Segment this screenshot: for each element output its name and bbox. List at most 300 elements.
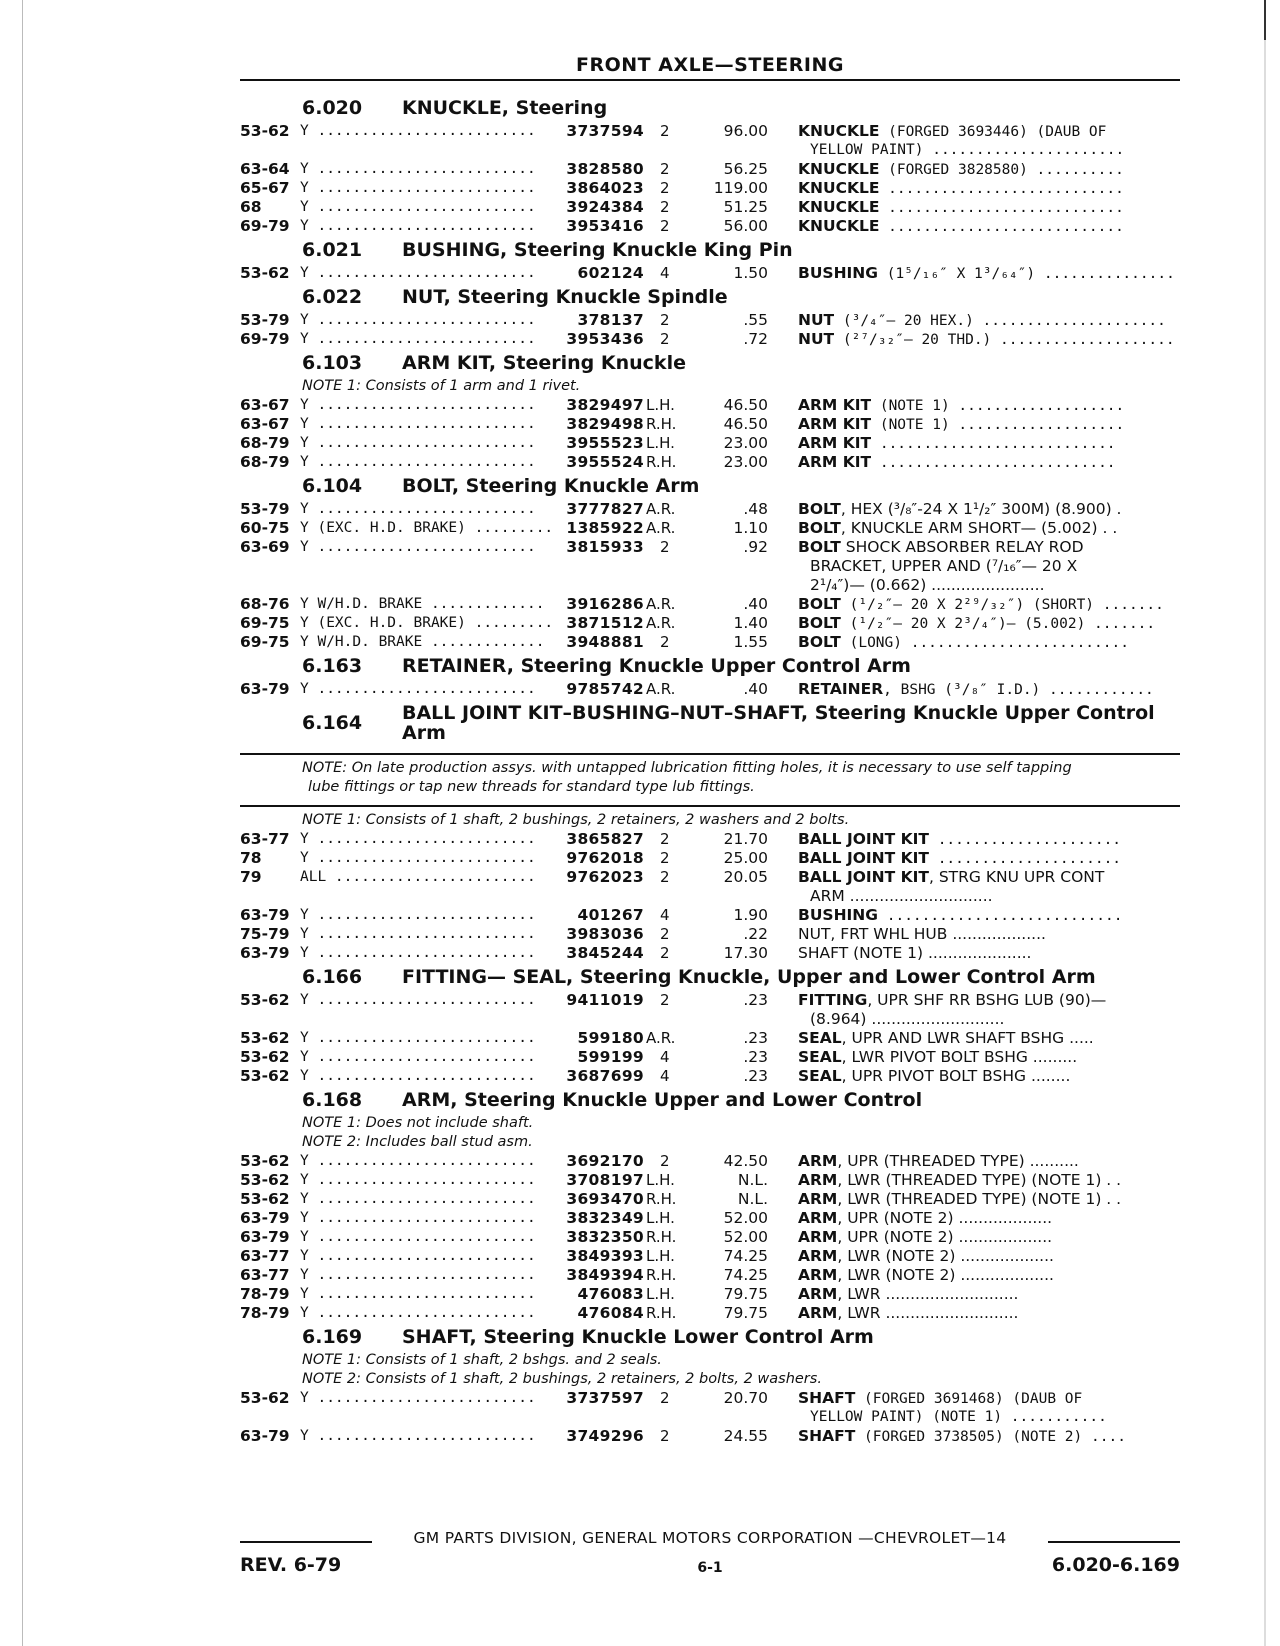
description-text: (FORGED 3828580) .......... [879, 162, 1124, 178]
description [798, 1048, 1180, 1068]
description [798, 849, 1180, 869]
model-years: 63-77 [240, 1247, 290, 1265]
model-years: 69-75 [240, 633, 290, 651]
part-row [240, 519, 1180, 538]
description-continuation [240, 887, 1180, 906]
part-row [240, 122, 1180, 141]
model-application: Y ......................... [300, 1286, 536, 1302]
section-number: 6.022 [302, 286, 363, 308]
description-text: (1⁵/₁₆″ X 1³/₆₄″) ............... [878, 266, 1175, 282]
description [798, 1427, 1180, 1447]
section-title: BOLT, Steering Knuckle Arm [402, 475, 700, 497]
description-keyword: BOLT [798, 614, 841, 632]
part-number: 3708197 [566, 1171, 644, 1189]
description-text: , LWR (NOTE 2) ................... [837, 1266, 1054, 1284]
description-keyword: ARM KIT [798, 434, 872, 452]
model-years: 63-79 [240, 1209, 290, 1227]
description-text: (NOTE 1) ................... [871, 417, 1125, 433]
description [798, 830, 1180, 850]
description-keyword: KNUCKLE [798, 160, 880, 178]
model-years: 69-79 [240, 330, 290, 348]
description-text: YELLOW PAINT) ...................... [810, 142, 1125, 158]
quantity: 2 [660, 1427, 670, 1445]
section-range: 6.020-6.169 [1051, 1554, 1180, 1576]
description-keyword: FITTING [798, 991, 868, 1009]
model-application: Y ......................... [300, 831, 536, 847]
price: 79.75 [723, 1285, 768, 1303]
description [798, 122, 1180, 142]
description-text: ..................... [928, 832, 1122, 848]
description [798, 179, 1180, 199]
description-keyword: BUSHING [798, 906, 878, 924]
description [798, 198, 1180, 218]
description-continuation [240, 1010, 1180, 1029]
description-text: ........................... [879, 219, 1124, 235]
description [798, 614, 1180, 634]
part-row [240, 1427, 1180, 1446]
quantity: R.H. [646, 453, 677, 471]
section-heading [240, 963, 1180, 991]
description-text: , UPR SHF RR BSHG LUB (90)— [867, 991, 1107, 1009]
part-number: 599180 [577, 1029, 644, 1047]
model-application: Y ......................... [300, 123, 536, 139]
part-number: 3829497 [566, 396, 644, 414]
quantity: 2 [660, 198, 670, 216]
quantity: R.H. [646, 1190, 677, 1208]
description-keyword: ARM [798, 1209, 838, 1227]
model-application: Y ......................... [300, 1428, 536, 1444]
model-years: 65-67 [240, 179, 290, 197]
part-number: 3749296 [566, 1427, 644, 1445]
description-text: BRACKET, UPPER AND (⁷/₁₆″— 20 X [810, 557, 1078, 575]
model-years: 63-77 [240, 1266, 290, 1284]
description-text: (LONG) ......................... [840, 635, 1129, 651]
model-application: Y W/H.D. BRAKE ............. [300, 634, 545, 650]
description-text: ........................... [871, 436, 1116, 452]
part-row [240, 415, 1180, 434]
price: .48 [743, 500, 768, 518]
model-application: Y ......................... [300, 907, 536, 923]
price: 96.00 [723, 122, 768, 140]
part-number: 9762018 [566, 849, 644, 867]
price: 25.00 [723, 849, 768, 867]
price: 74.25 [723, 1266, 768, 1284]
footer-rule-right [1048, 1541, 1180, 1543]
model-application: Y ......................... [300, 1049, 536, 1065]
model-years: 63-67 [240, 415, 290, 433]
model-years: 78-79 [240, 1285, 290, 1303]
part-row [240, 868, 1180, 887]
description [798, 311, 1180, 331]
description-keyword: BALL JOINT KIT [798, 868, 929, 886]
description [798, 906, 1180, 926]
general-note-line: lube fittings or tap new threads for standard type lub fittings. [308, 779, 755, 795]
model-years: 53-62 [240, 264, 290, 282]
quantity: 4 [660, 1067, 670, 1085]
quantity: A.R. [646, 500, 676, 518]
price: .40 [743, 595, 768, 613]
quantity: 2 [660, 330, 670, 348]
section-heading [240, 349, 1180, 377]
quantity: 2 [660, 849, 670, 867]
section-note: NOTE 2: Consists of 1 shaft, 2 bushings, 2 retainers, 2 bolts, 2 washers. [302, 1371, 822, 1387]
section-number: 6.021 [302, 239, 363, 261]
section-number: 6.168 [302, 1089, 363, 1111]
model-years: 75-79 [240, 925, 290, 943]
part-row [240, 925, 1180, 944]
description-keyword: ARM [798, 1152, 838, 1170]
section-number: 6.163 [302, 655, 363, 677]
description-continued [810, 1408, 1180, 1427]
part-row [240, 614, 1180, 633]
description [798, 595, 1180, 615]
model-application: Y ......................... [300, 850, 536, 866]
quantity: 2 [660, 311, 670, 329]
part-number: 401267 [577, 906, 644, 924]
part-number: 3832349 [566, 1209, 644, 1227]
model-years: 78 [240, 849, 262, 867]
part-number: 3849393 [566, 1247, 644, 1265]
model-years: 53-62 [240, 1029, 290, 1047]
description [798, 519, 1180, 539]
description [798, 1228, 1180, 1248]
part-number: 3955523 [566, 434, 644, 452]
section-heading [240, 94, 1180, 122]
description-text: , LWR ........................... [837, 1285, 1019, 1303]
section-6-163 [240, 652, 1180, 699]
parts-list [240, 94, 1180, 1446]
model-application: Y ......................... [300, 1191, 536, 1207]
part-row [240, 1209, 1180, 1228]
description-continued [810, 557, 1180, 577]
description-text: , LWR PIVOT BOLT BSHG ......... [841, 1048, 1078, 1066]
price: 1.40 [733, 614, 768, 632]
note-rule-bottom [240, 805, 1180, 807]
price: 119.00 [713, 179, 768, 197]
model-application: Y ......................... [300, 1390, 536, 1406]
description-keyword: ARM [798, 1285, 838, 1303]
description [798, 1067, 1180, 1087]
quantity: A.R. [646, 519, 676, 537]
page-title: FRONT AXLE—STEERING [576, 54, 844, 76]
section-6-164 [240, 699, 1180, 963]
part-row [240, 633, 1180, 652]
section-heading [240, 1086, 1180, 1114]
part-row [240, 944, 1180, 963]
part-row [240, 198, 1180, 217]
section-note: NOTE 1: Does not include shaft. [302, 1115, 534, 1131]
section-6-021 [240, 236, 1180, 283]
description [798, 415, 1180, 435]
description [798, 453, 1180, 473]
model-application: Y ......................... [300, 1172, 536, 1188]
quantity: 2 [660, 1389, 670, 1407]
price: .55 [743, 311, 768, 329]
description-text: ARM ............................. [810, 887, 993, 905]
description [798, 680, 1180, 700]
section-title: SHAFT, Steering Knuckle Lower Control Arm [402, 1326, 874, 1348]
part-row [240, 500, 1180, 519]
description [798, 633, 1180, 653]
model-years: 63-64 [240, 160, 290, 178]
price: 1.90 [733, 906, 768, 924]
part-number: 3924384 [566, 198, 644, 216]
part-number: 3737597 [566, 1389, 644, 1407]
description-keyword: SEAL [798, 1048, 842, 1066]
model-application: Y (EXC. H.D. BRAKE) ......... [300, 520, 554, 536]
description-keyword: SHAFT [798, 1427, 856, 1445]
description-text: , UPR (NOTE 2) ................... [837, 1209, 1053, 1227]
price: N.L. [737, 1190, 768, 1208]
model-application: Y ......................... [300, 397, 536, 413]
description [798, 1247, 1180, 1267]
price: .92 [743, 538, 768, 556]
part-row [240, 538, 1180, 557]
description-text: , LWR ........................... [837, 1304, 1019, 1322]
model-years: 69-75 [240, 614, 290, 632]
description-text: , UPR AND LWR SHAFT BSHG ..... [841, 1029, 1094, 1047]
description [798, 160, 1180, 180]
part-row [240, 991, 1180, 1010]
quantity: 2 [660, 925, 670, 943]
note-rule-top [240, 753, 1180, 755]
quantity: L.H. [646, 1171, 675, 1189]
description-keyword: BOLT [798, 519, 841, 537]
section-title: ARM, Steering Knuckle Upper and Lower Control [402, 1089, 923, 1111]
general-note [240, 759, 1180, 797]
model-application: Y ......................... [300, 199, 536, 215]
page-number: 6-1 [697, 1560, 723, 1576]
description-text: NUT, FRT WHL HUB ................... [798, 925, 1046, 943]
description-text: , KNUCKLE ARM SHORT— (5.002) . . [840, 519, 1118, 537]
model-application: Y ......................... [300, 416, 536, 432]
part-number: 3849394 [566, 1266, 644, 1284]
section-heading [240, 472, 1180, 500]
description-text: (³/₄″— 20 HEX.) ..................... [834, 313, 1166, 329]
part-number: 9762023 [566, 868, 644, 886]
part-number: 3693470 [566, 1190, 644, 1208]
section-6-103 [240, 349, 1180, 472]
quantity: R.H. [646, 1304, 677, 1322]
part-row [240, 1304, 1180, 1323]
part-row [240, 1266, 1180, 1285]
model-application: Y ......................... [300, 1153, 536, 1169]
description-text: (NOTE 1) ................... [871, 398, 1125, 414]
model-application: Y ......................... [300, 681, 536, 697]
quantity: L.H. [646, 1209, 675, 1227]
price: .23 [743, 1067, 768, 1085]
price: 56.25 [723, 160, 768, 178]
description-continued [810, 141, 1180, 160]
part-row [240, 434, 1180, 453]
quantity: R.H. [646, 1266, 677, 1284]
description-keyword: KNUCKLE [798, 217, 880, 235]
model-application: Y ......................... [300, 331, 536, 347]
section-6-022 [240, 283, 1180, 349]
model-application: Y ......................... [300, 1210, 536, 1226]
description-text: ........................... [878, 908, 1123, 924]
description-keyword: BALL JOINT KIT [798, 830, 929, 848]
quantity: A.R. [646, 614, 676, 632]
quantity: 4 [660, 1048, 670, 1066]
description [798, 868, 1180, 888]
description-text: , HEX (³/₈″-24 X 1¹/₂″ 300M) (8.900) . [840, 500, 1122, 518]
part-row [240, 217, 1180, 236]
description-continued [810, 576, 1180, 596]
part-number: 476084 [577, 1304, 644, 1322]
scan-edge-left [22, 0, 23, 1646]
quantity: L.H. [646, 1247, 675, 1265]
section-number: 6.169 [302, 1326, 363, 1348]
description [798, 330, 1180, 350]
description-keyword: BUSHING [798, 264, 878, 282]
section-note: NOTE 1: Consists of 1 shaft, 2 bshgs. and 2 seals. [302, 1352, 662, 1368]
description [798, 1304, 1180, 1324]
model-years: 60-75 [240, 519, 290, 537]
description-text: , UPR (THREADED TYPE) .......... [837, 1152, 1079, 1170]
section-note: NOTE 1: Consists of 1 shaft, 2 bushings, 2 retainers, 2 washers and 2 bolts. [302, 812, 850, 828]
part-number: 3832350 [566, 1228, 644, 1246]
part-row [240, 160, 1180, 179]
quantity: A.R. [646, 1029, 676, 1047]
description [798, 434, 1180, 454]
quantity: 2 [660, 1152, 670, 1170]
description-text: , UPR (NOTE 2) ................... [837, 1228, 1053, 1246]
section-title: ARM KIT, Steering Knuckle [402, 352, 686, 374]
description-keyword: ARM [798, 1304, 838, 1322]
part-row [240, 330, 1180, 349]
quantity: 2 [660, 160, 670, 178]
section-note: NOTE 1: Consists of 1 arm and 1 rivet. [302, 378, 581, 394]
part-number: 9411019 [566, 991, 644, 1009]
description-text: (¹/₂″— 20 X 2³/₄″)— (5.002) ....... [840, 616, 1156, 632]
model-years: 53-62 [240, 1171, 290, 1189]
part-row [240, 1190, 1180, 1209]
part-row [240, 1067, 1180, 1086]
description [798, 1152, 1180, 1172]
description [798, 264, 1180, 284]
part-row [240, 1048, 1180, 1067]
model-application: Y ......................... [300, 926, 536, 942]
description-keyword: ARM [798, 1247, 838, 1265]
section-number: 6.164 [302, 712, 363, 734]
price: .23 [743, 991, 768, 1009]
quantity: L.H. [646, 1285, 675, 1303]
model-years: 53-62 [240, 1152, 290, 1170]
price: .23 [743, 1048, 768, 1066]
price: 23.00 [723, 434, 768, 452]
price: 42.50 [723, 1152, 768, 1170]
description-keyword: ARM KIT [798, 415, 872, 433]
price: 20.70 [723, 1389, 768, 1407]
model-years: 53-62 [240, 991, 290, 1009]
description-text: , BSHG (³/₈″ I.D.) ............ [883, 682, 1154, 698]
model-application: Y ......................... [300, 1030, 536, 1046]
model-application: Y ......................... [300, 501, 536, 517]
part-row [240, 680, 1180, 699]
part-number: 3845244 [566, 944, 644, 962]
description [798, 925, 1180, 945]
model-application: Y ......................... [300, 435, 536, 451]
section-6-168 [240, 1086, 1180, 1323]
description-continuation [240, 1408, 1180, 1427]
model-years: 69-79 [240, 217, 290, 235]
model-years: 68-79 [240, 453, 290, 471]
quantity: R.H. [646, 1228, 677, 1246]
description [798, 1171, 1180, 1191]
title-rule [240, 79, 1180, 81]
description-text: (²⁷/₃₂″— 20 THD.) .................... [834, 332, 1175, 348]
model-application: Y ......................... [300, 312, 536, 328]
description-keyword: BALL JOINT KIT [798, 849, 929, 867]
section-number: 6.104 [302, 475, 363, 497]
price: 46.50 [723, 415, 768, 433]
section-number: 6.103 [302, 352, 363, 374]
part-row [240, 396, 1180, 415]
description-keyword: ARM [798, 1266, 838, 1284]
section-6-020 [240, 94, 1180, 236]
model-years: 68-76 [240, 595, 290, 613]
model-years: 63-79 [240, 906, 290, 924]
revision-label: REV. 6-79 [240, 1554, 342, 1576]
model-years: 53-79 [240, 500, 290, 518]
description-continuation [240, 576, 1180, 595]
part-number: 3692170 [566, 1152, 644, 1170]
description-keyword: BOLT [798, 500, 841, 518]
section-number: 6.166 [302, 966, 363, 988]
description-text: (FORGED 3738505) (NOTE 2) .... [855, 1429, 1126, 1445]
section-title: BALL JOINT KIT–BUSHING–NUT–SHAFT, Steering Knuckle Upper Control Arm [402, 702, 1155, 744]
description-text: , LWR (THREADED TYPE) (NOTE 1) . . [837, 1171, 1122, 1189]
section-title: NUT, Steering Knuckle Spindle [402, 286, 728, 308]
section-title: KNUCKLE, Steering [402, 97, 608, 119]
part-number: 3828580 [566, 160, 644, 178]
description [798, 1209, 1180, 1229]
part-number: 3865827 [566, 830, 644, 848]
model-years: 63-79 [240, 1427, 290, 1445]
quantity: A.R. [646, 595, 676, 613]
model-application: Y (EXC. H.D. BRAKE) ......... [300, 615, 554, 631]
price: 51.25 [723, 198, 768, 216]
quantity: 2 [660, 538, 670, 556]
part-number: 3871512 [566, 614, 644, 632]
model-application: Y ......................... [300, 454, 536, 470]
description [798, 1029, 1180, 1049]
part-row [240, 830, 1180, 849]
part-row [240, 264, 1180, 283]
part-number: 1385922 [566, 519, 644, 537]
price: 52.00 [723, 1209, 768, 1227]
description-keyword: SEAL [798, 1029, 842, 1047]
description [798, 217, 1180, 237]
model-application: Y ......................... [300, 1267, 536, 1283]
part-number: 3737594 [566, 122, 644, 140]
footer-line [240, 1526, 1180, 1552]
part-row [240, 1152, 1180, 1171]
model-years: 53-62 [240, 1067, 290, 1085]
description-keyword: SHAFT [798, 1389, 856, 1407]
description-text: (¹/₂″— 20 X 2²⁹/₃₂″) (SHORT) ....... [840, 597, 1164, 613]
price: .23 [743, 1029, 768, 1047]
description-continuation [240, 557, 1180, 576]
description-keyword: RETAINER [798, 680, 884, 698]
description [798, 538, 1180, 558]
description-text: , LWR (NOTE 2) ................... [837, 1247, 1054, 1265]
price: 56.00 [723, 217, 768, 235]
description-keyword: KNUCKLE [798, 198, 880, 216]
scan-edge-right [1264, 0, 1266, 1646]
quantity: 2 [660, 217, 670, 235]
